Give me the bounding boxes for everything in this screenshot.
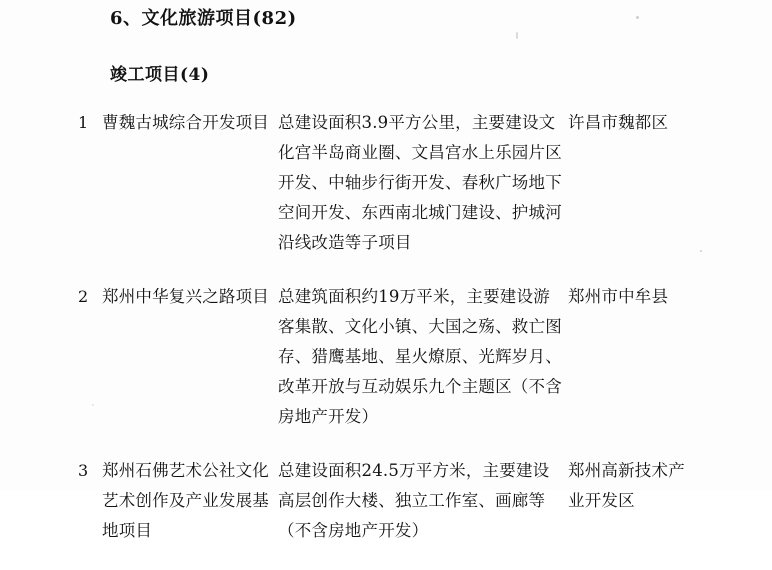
project-name: 郑州石佛艺术公社文化艺术创作及产业发展基地项目 <box>102 461 269 540</box>
row-number: 3 <box>78 461 89 480</box>
project-description: 总建设面积24.5万平方米，主要建设高层创作大楼、独立工作室、画廊等（不含房地产开发） <box>278 461 550 540</box>
project-location: 郑州高新技术产业开发区 <box>568 461 685 510</box>
table-row <box>74 108 704 258</box>
row-number: 2 <box>78 287 89 306</box>
row-number: 1 <box>78 113 89 132</box>
project-table <box>74 108 704 570</box>
project-name: 郑州中华复兴之路项目 <box>102 287 269 306</box>
project-description: 总建筑面积约19万平米，主要建设游客集散、文化小镇、大国之殇、救亡图存、猎鹰基地、星火燎原、光辉岁月、改革开放与互动娱乐九个主题区（不含房地产开发） <box>278 287 562 426</box>
table-row <box>74 456 704 546</box>
project-location: 郑州市中牟县 <box>568 287 669 306</box>
scan-speck-icon <box>636 16 639 19</box>
table-row <box>74 282 704 432</box>
scan-speck-icon <box>516 32 518 39</box>
project-location: 许昌市魏都区 <box>568 113 669 132</box>
project-description: 总建设面积3.9平方公里，主要建设文化宫半岛商业圈、文昌宫水上乐园片区开发、中轴步行街开发、春秋广场地下空间开发、东西南北城门建设、护城河沿线改造等子项目 <box>278 113 562 252</box>
section-heading: 6、文化旅游项目(82) <box>110 8 297 29</box>
project-name: 曹魏古城综合开发项目 <box>102 113 269 132</box>
subsection-heading: 竣工项目(4) <box>110 65 210 85</box>
